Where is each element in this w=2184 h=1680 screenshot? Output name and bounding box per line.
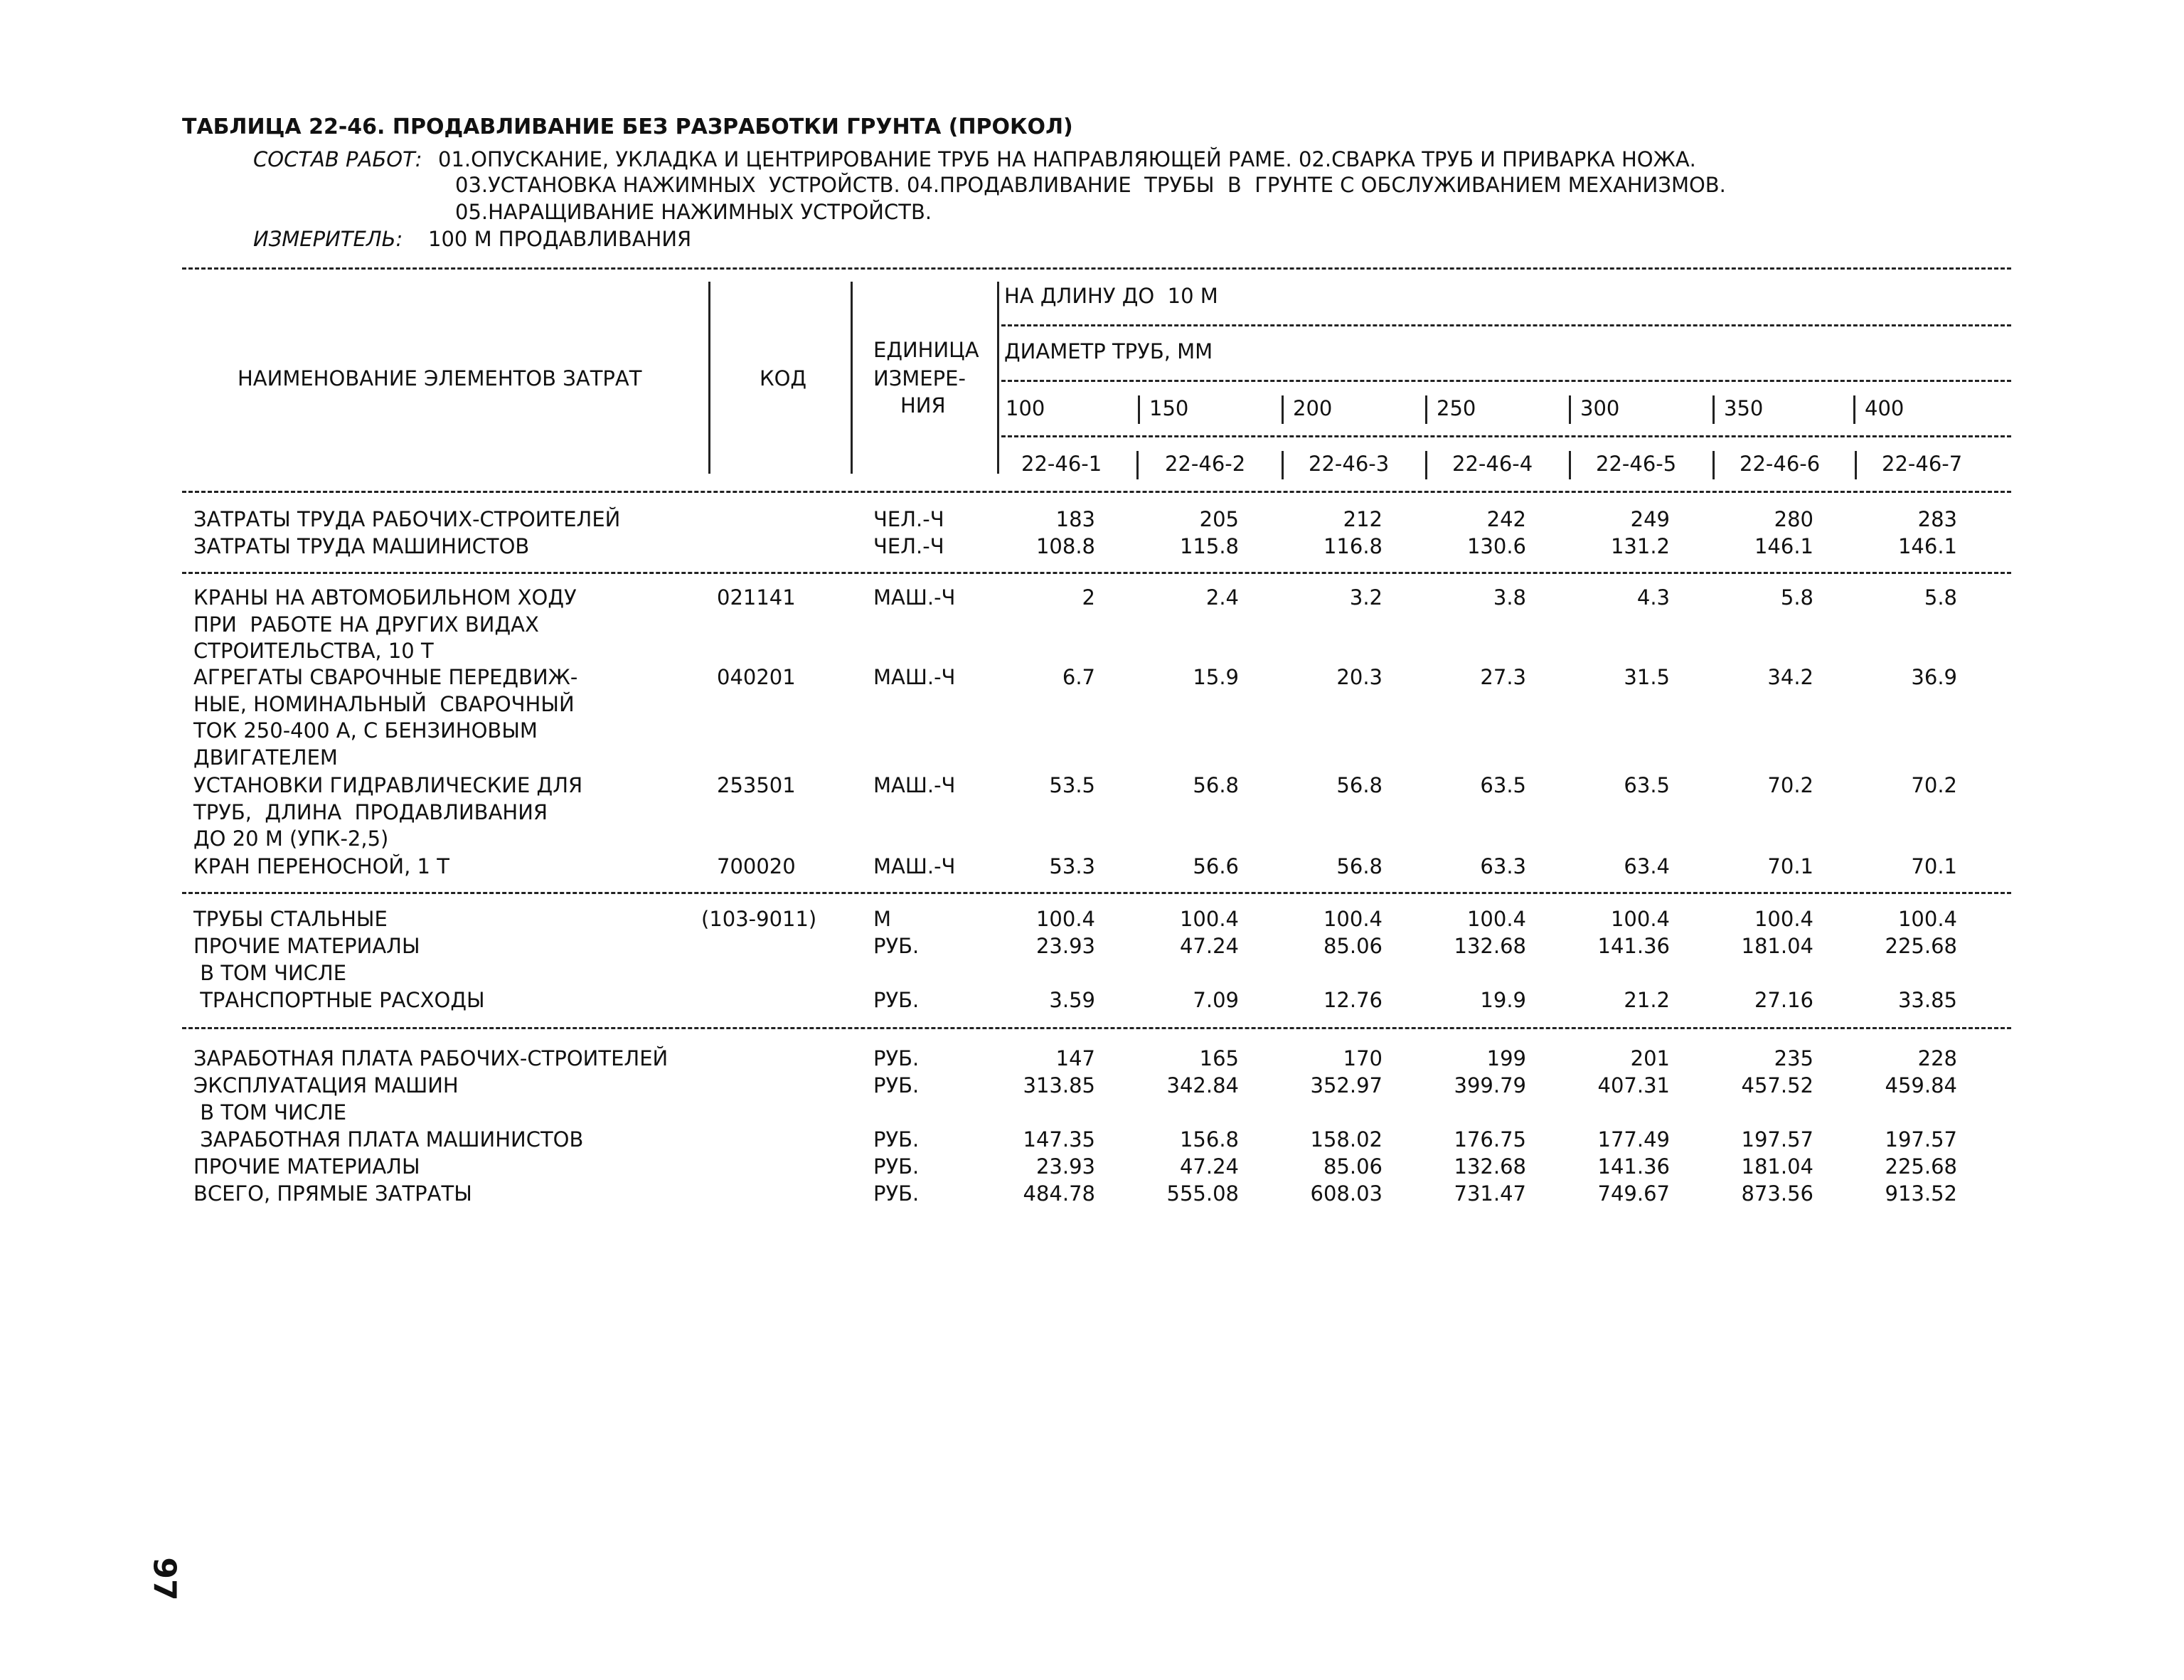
- value-cell: 132.68: [1454, 934, 1526, 958]
- value-cell: 457.52: [1741, 1073, 1813, 1097]
- value-cell: 33.85: [1897, 988, 1957, 1012]
- value-cell: 2.4: [1205, 585, 1239, 610]
- header-unit-1: ЕДИНИЦА: [873, 338, 979, 362]
- cost-item-name: СТРОИТЕЛЬСТВА, 10 Т: [193, 639, 434, 664]
- value-cell: 47.24: [1179, 1154, 1239, 1179]
- unit-of-measure: РУБ.: [873, 1046, 920, 1070]
- resource-code: 700020: [717, 854, 796, 878]
- value-cell: 85.06: [1323, 934, 1383, 958]
- value-cell: 6.7: [1062, 665, 1095, 689]
- unit-of-measure: МАШ.-Ч: [873, 665, 956, 689]
- value-cell: 132.68: [1454, 1154, 1526, 1179]
- cost-item-name: ТОК 250-400 А, С БЕНЗИНОВЫМ: [193, 718, 538, 743]
- cost-item-name: НЫЕ, НОМИНАЛЬНЫЙ СВАРОЧНЫЙ: [193, 691, 575, 716]
- value-cell: 70.1: [1911, 854, 1957, 878]
- value-cell: 183: [1055, 507, 1095, 531]
- value-cell: 5.8: [1924, 585, 1957, 610]
- diameter-200: 200: [1293, 396, 1333, 420]
- divider: [1001, 324, 2011, 326]
- value-cell: 225.68: [1885, 1154, 1957, 1179]
- value-cell: 205: [1199, 507, 1239, 531]
- column-separator: [997, 282, 999, 474]
- value-cell: 27.3: [1480, 665, 1526, 689]
- value-cell: 146.1: [1754, 533, 1813, 558]
- value-cell: 70.2: [1911, 773, 1957, 797]
- value-cell: 70.2: [1767, 773, 1813, 797]
- value-cell: 19.9: [1480, 988, 1526, 1012]
- cost-item-name: ТРАНСПОРТНЫЕ РАСХОДЫ: [193, 988, 485, 1012]
- value-cell: 283: [1917, 507, 1957, 531]
- unit-of-measure: РУБ.: [873, 1181, 920, 1206]
- table-title: ТАБЛИЦА 22-46. ПРОДАВЛИВАНИЕ БЕЗ РАЗРАБОТКИ ГРУНТА (ПРОКОЛ): [182, 115, 1073, 139]
- cost-item-name: АГРЕГАТЫ СВАРОЧНЫЕ ПЕРЕДВИЖ-: [193, 665, 578, 689]
- code-22-46-4: 22-46-4: [1452, 452, 1533, 476]
- value-cell: 147: [1055, 1046, 1095, 1070]
- header-diameter: ДИАМЕТР ТРУБ, ММ: [1004, 339, 1213, 363]
- work-line-1: 01.ОПУСКАНИЕ, УКЛАДКА И ЦЕНТРИРОВАНИЕ ТРУБ НА НАПРАВЛЯЮЩЕЙ РАМЕ. 02.СВАРКА ТРУБ И ПРИВАРКА НОЖА.: [438, 147, 1696, 171]
- value-cell: 146.1: [1897, 533, 1957, 558]
- value-cell: 31.5: [1624, 665, 1670, 689]
- value-cell: 176.75: [1454, 1127, 1526, 1152]
- value-cell: 212: [1343, 507, 1383, 531]
- value-cell: 85.06: [1323, 1154, 1383, 1179]
- code-22-46-7: 22-46-7: [1882, 452, 1963, 476]
- value-cell: 4.3: [1636, 585, 1670, 610]
- value-cell: 156.8: [1179, 1127, 1239, 1152]
- value-cell: 197.57: [1885, 1127, 1957, 1152]
- cost-item-name: ЗАРАБОТНАЯ ПЛАТА МАШИНИСТОВ: [193, 1127, 584, 1152]
- unit-of-measure: РУБ.: [873, 1154, 920, 1179]
- value-cell: 3.59: [1049, 988, 1095, 1012]
- value-cell: 53.3: [1049, 854, 1095, 878]
- value-cell: 108.8: [1035, 533, 1095, 558]
- cost-item-name: ЗАТРАТЫ ТРУДА РАБОЧИХ-СТРОИТЕЛЕЙ: [193, 507, 621, 531]
- value-cell: 313.85: [1023, 1073, 1095, 1097]
- value-cell: 130.6: [1466, 533, 1526, 558]
- value-cell: 70.1: [1767, 854, 1813, 878]
- column-separator: [1282, 451, 1284, 479]
- code-22-46-1: 22-46-1: [1021, 452, 1102, 476]
- cost-item-name: ВСЕГО, ПРЯМЫЕ ЗАТРАТЫ: [193, 1181, 472, 1206]
- cost-item-name: ПРОЧИЕ МАТЕРИАЛЫ: [193, 1154, 420, 1179]
- value-cell: 63.5: [1480, 773, 1526, 797]
- value-cell: 352.97: [1310, 1073, 1383, 1097]
- value-cell: 201: [1630, 1046, 1670, 1070]
- value-cell: 141.36: [1597, 1154, 1670, 1179]
- value-cell: 56.8: [1193, 773, 1239, 797]
- value-cell: 407.31: [1597, 1073, 1670, 1097]
- value-cell: 7.09: [1193, 988, 1239, 1012]
- value-cell: 141.36: [1597, 934, 1670, 958]
- header-length: НА ДЛИНУ ДО 10 М: [1004, 284, 1218, 308]
- column-separator: [1712, 395, 1715, 424]
- value-cell: 12.76: [1323, 988, 1383, 1012]
- value-cell: 484.78: [1023, 1181, 1095, 1206]
- value-cell: 158.02: [1310, 1127, 1383, 1152]
- value-cell: 913.52: [1885, 1181, 1957, 1206]
- value-cell: 181.04: [1741, 934, 1813, 958]
- value-cell: 749.67: [1597, 1181, 1670, 1206]
- value-cell: 56.8: [1336, 773, 1383, 797]
- value-cell: 731.47: [1454, 1181, 1526, 1206]
- unit-of-measure: ЧЕЛ.-Ч: [873, 507, 944, 531]
- header-unit-3: НИЯ: [900, 393, 946, 418]
- divider: [182, 267, 2011, 270]
- value-cell: 3.2: [1349, 585, 1383, 610]
- value-cell: 555.08: [1166, 1181, 1239, 1206]
- value-cell: 100.4: [1897, 907, 1957, 931]
- value-cell: 873.56: [1741, 1181, 1813, 1206]
- value-cell: 116.8: [1323, 533, 1383, 558]
- value-cell: 3.8: [1493, 585, 1526, 610]
- value-cell: 63.4: [1624, 854, 1670, 878]
- value-cell: 21.2: [1624, 988, 1670, 1012]
- value-cell: 342.84: [1166, 1073, 1239, 1097]
- measure-value: 100 М ПРОДАВЛИВАНИЯ: [428, 227, 692, 251]
- divider: [182, 892, 2011, 894]
- value-cell: 115.8: [1179, 533, 1239, 558]
- value-cell: 100.4: [1035, 907, 1095, 931]
- cost-item-name: ЗАТРАТЫ ТРУДА МАШИНИСТОВ: [193, 533, 530, 558]
- unit-of-measure: М: [873, 907, 892, 931]
- header-name: НАИМЕНОВАНИЕ ЭЛЕМЕНТОВ ЗАТРАТ: [238, 366, 642, 390]
- value-cell: 170: [1343, 1046, 1383, 1070]
- diameter-400: 400: [1865, 396, 1905, 420]
- value-cell: 235: [1774, 1046, 1813, 1070]
- header-code: КОД: [760, 366, 807, 390]
- divider: [182, 1027, 2011, 1029]
- value-cell: 249: [1630, 507, 1670, 531]
- value-cell: 100.4: [1323, 907, 1383, 931]
- measure-label: ИЗМЕРИТЕЛЬ:: [253, 227, 403, 251]
- header-unit-2: ИЗМЕРЕ-: [873, 366, 966, 390]
- code-22-46-6: 22-46-6: [1740, 452, 1821, 476]
- column-separator: [1855, 451, 1857, 479]
- value-cell: 34.2: [1767, 665, 1813, 689]
- value-cell: 280: [1774, 507, 1813, 531]
- value-cell: 63.3: [1480, 854, 1526, 878]
- column-separator: [708, 282, 710, 474]
- column-separator: [851, 282, 853, 474]
- value-cell: 459.84: [1885, 1073, 1957, 1097]
- unit-of-measure: РУБ.: [873, 1127, 920, 1152]
- diameter-300: 300: [1580, 396, 1620, 420]
- diameter-250: 250: [1437, 396, 1476, 420]
- column-separator: [1425, 395, 1427, 424]
- value-cell: 165: [1199, 1046, 1239, 1070]
- cost-item-name: ЗАРАБОТНАЯ ПЛАТА РАБОЧИХ-СТРОИТЕЛЕЙ: [193, 1046, 668, 1070]
- cost-item-name: УСТАНОВКИ ГИДРАВЛИЧЕСКИЕ ДЛЯ: [193, 773, 583, 797]
- cost-item-name: В ТОМ ЧИСЛЕ: [193, 1100, 347, 1125]
- value-cell: 15.9: [1193, 665, 1239, 689]
- value-cell: 56.8: [1336, 854, 1383, 878]
- column-separator: [1853, 395, 1855, 424]
- unit-of-measure: МАШ.-Ч: [873, 854, 956, 878]
- value-cell: 242: [1486, 507, 1526, 531]
- value-cell: 199: [1486, 1046, 1526, 1070]
- value-cell: 56.6: [1193, 854, 1239, 878]
- value-cell: 177.49: [1597, 1127, 1670, 1152]
- value-cell: 197.57: [1741, 1127, 1813, 1152]
- column-separator: [1282, 395, 1284, 424]
- resource-code: 253501: [717, 773, 796, 797]
- divider: [182, 572, 2011, 574]
- value-cell: 27.16: [1754, 988, 1813, 1012]
- value-cell: 399.79: [1454, 1073, 1526, 1097]
- value-cell: 63.5: [1624, 773, 1670, 797]
- diameter-350: 350: [1724, 396, 1764, 420]
- page-number: 97: [146, 1557, 183, 1601]
- value-cell: 20.3: [1336, 665, 1383, 689]
- value-cell: 47.24: [1179, 934, 1239, 958]
- work-line-2: 03.УСТАНОВКА НАЖИМНЫХ УСТРОЙСТВ. 04.ПРОДАВЛИВАНИЕ ТРУБЫ В ГРУНТЕ С ОБСЛУЖИВАНИЕМ МЕХАНИЗМОВ.: [455, 173, 1726, 197]
- value-cell: 225.68: [1885, 934, 1957, 958]
- cost-item-name: ДО 20 М (УПК-2,5): [193, 826, 389, 851]
- value-cell: 100.4: [1610, 907, 1670, 931]
- code-22-46-5: 22-46-5: [1596, 452, 1677, 476]
- divider: [1001, 380, 2011, 382]
- cost-item-name: ТРУБЫ СТАЛЬНЫЕ: [193, 907, 388, 931]
- value-cell: 131.2: [1610, 533, 1670, 558]
- value-cell: 5.8: [1780, 585, 1813, 610]
- divider: [1001, 435, 2011, 437]
- cost-item-name: ДВИГАТЕЛЕМ: [193, 745, 338, 770]
- column-separator: [1425, 451, 1427, 479]
- column-separator: [1569, 451, 1571, 479]
- diameter-100: 100: [1006, 396, 1045, 420]
- resource-code: 021141: [717, 585, 796, 610]
- unit-of-measure: ЧЕЛ.-Ч: [873, 533, 944, 558]
- column-separator: [1136, 451, 1139, 479]
- unit-of-measure: РУБ.: [873, 988, 920, 1012]
- column-separator: [1569, 395, 1571, 424]
- unit-of-measure: МАШ.-Ч: [873, 585, 956, 610]
- divider: [182, 491, 2011, 493]
- diameter-150: 150: [1149, 396, 1189, 420]
- resource-code: 040201: [717, 665, 796, 689]
- resource-code: (103-9011): [701, 907, 817, 931]
- work-line-3: 05.НАРАЩИВАНИЕ НАЖИМНЫХ УСТРОЙСТВ.: [455, 200, 932, 224]
- cost-item-name: КРАН ПЕРЕНОСНОЙ, 1 Т: [193, 854, 449, 878]
- cost-item-name: В ТОМ ЧИСЛЕ: [193, 961, 347, 985]
- unit-of-measure: РУБ.: [873, 1073, 920, 1097]
- unit-of-measure: МАШ.-Ч: [873, 773, 956, 797]
- cost-item-name: КРАНЫ НА АВТОМОБИЛЬНОМ ХОДУ: [193, 585, 577, 610]
- column-separator: [1138, 395, 1140, 424]
- cost-item-name: ЭКСПЛУАТАЦИЯ МАШИН: [193, 1073, 459, 1097]
- value-cell: 100.4: [1466, 907, 1526, 931]
- cost-item-name: ПРОЧИЕ МАТЕРИАЛЫ: [193, 934, 420, 958]
- code-22-46-2: 22-46-2: [1165, 452, 1246, 476]
- cost-item-name: ТРУБ, ДЛИНА ПРОДАВЛИВАНИЯ: [193, 799, 548, 824]
- value-cell: 23.93: [1035, 1154, 1095, 1179]
- unit-of-measure: РУБ.: [873, 934, 920, 958]
- value-cell: 147.35: [1023, 1127, 1095, 1152]
- work-composition-label: СОСТАВ РАБОТ:: [253, 147, 422, 171]
- cost-item-name: ПРИ РАБОТЕ НА ДРУГИХ ВИДАХ: [193, 612, 539, 637]
- value-cell: 23.93: [1035, 934, 1095, 958]
- column-separator: [1712, 451, 1715, 479]
- value-cell: 2: [1082, 585, 1095, 610]
- value-cell: 53.5: [1049, 773, 1095, 797]
- value-cell: 228: [1917, 1046, 1957, 1070]
- value-cell: 100.4: [1179, 907, 1239, 931]
- value-cell: 181.04: [1741, 1154, 1813, 1179]
- value-cell: 36.9: [1911, 665, 1957, 689]
- code-22-46-3: 22-46-3: [1309, 452, 1390, 476]
- value-cell: 608.03: [1310, 1181, 1383, 1206]
- value-cell: 100.4: [1754, 907, 1813, 931]
